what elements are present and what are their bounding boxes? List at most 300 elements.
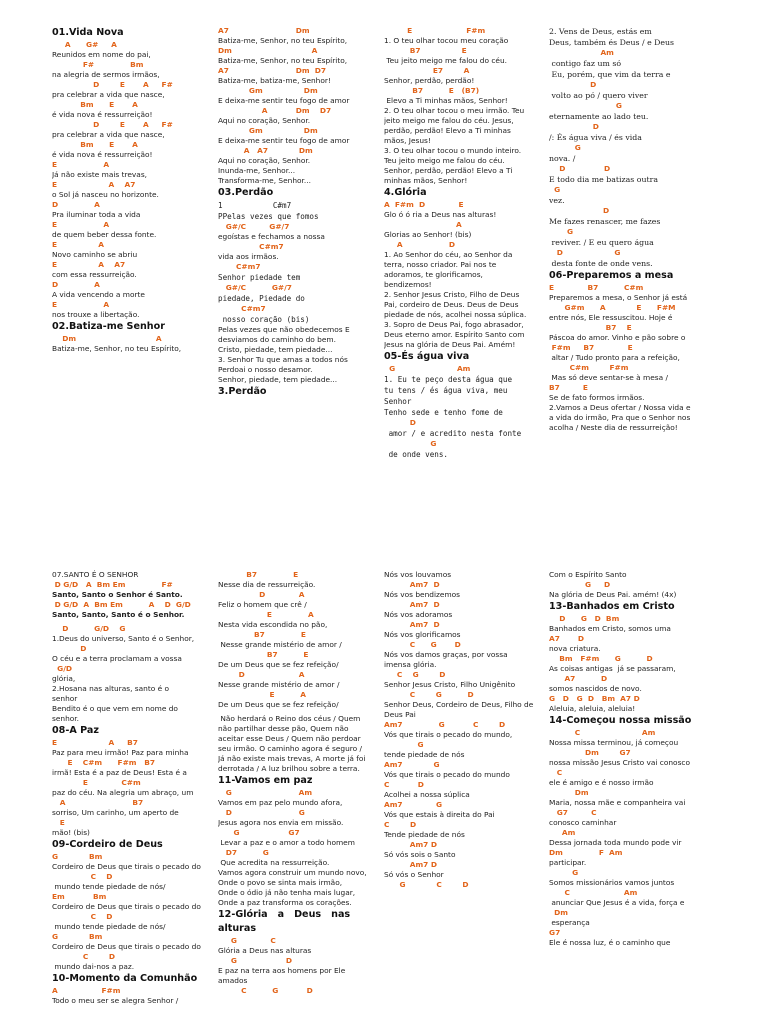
chord-line: D	[549, 206, 610, 215]
chord-line: D A	[52, 200, 100, 209]
lyric-line: Se de fato formos irmãos.	[549, 393, 645, 402]
chord-line: G D	[218, 956, 292, 965]
lyric-line: Que acredita na ressurreição.	[218, 858, 330, 867]
chord-line: D G	[218, 808, 305, 817]
lyric-line: vez.	[549, 196, 565, 205]
chord-line: Dm G7	[549, 748, 631, 757]
song-title: 4.Glória	[384, 187, 427, 198]
chord-line: C#m7	[218, 262, 261, 271]
lyric-line: De um Deus que se fez refeição/	[218, 660, 339, 669]
chord-line: A B7	[52, 798, 144, 807]
chord-line: E7 A	[384, 66, 470, 75]
chord-line: Dm F Am	[549, 848, 623, 857]
song-title: 03.Perdão	[218, 187, 274, 198]
lyric-line: nossa missão Jesus Cristo vai conosco	[549, 758, 691, 767]
lyric-line: adoramos, te glorificamos,	[384, 270, 483, 279]
lyric-line: não partilhar desse pão, Quem não	[218, 724, 349, 733]
chord-line: E A	[52, 300, 110, 309]
lyric-line: Acolhei a nossa súplica	[384, 790, 470, 799]
chord-line: D	[384, 418, 416, 427]
lyric-line: 1. Ao Senhor do céu, ao Senhor da	[384, 250, 513, 259]
lyric-line: vida aos irmãos.	[218, 252, 279, 261]
chord-line: D	[52, 644, 87, 653]
chord-line: E A	[52, 220, 110, 229]
lyric-line: senhor.	[52, 714, 79, 723]
chord-line: G#m A E F#M	[549, 303, 676, 312]
lyric-line: Senhor Jesus Cristo, Filho Unigênito	[384, 680, 516, 689]
song-title: 05-És água viva	[384, 351, 470, 362]
lyric-line: Nós vos bendizemos	[384, 590, 461, 599]
chord-line: D G/D A Bm Em A D G/D	[52, 600, 191, 609]
lyric-line: PPelas vezes que fomos	[218, 212, 319, 221]
lyric-line: Santo, Santo, Santo é o Senhor.	[52, 610, 185, 619]
lyric-line: Teu jeito meigo me falou do céu.	[384, 56, 508, 65]
lyric-line: Nesse grande mistério de amor /	[218, 680, 340, 689]
chord-line: G#/C G#/7	[218, 283, 292, 292]
chord-line: C D	[384, 780, 424, 789]
lyric-line: desviamos do caminho do bem.	[218, 335, 336, 344]
lyric-line: acolha / Neste dia de ressurreição!	[549, 423, 678, 432]
lyric-line: aceitar esse Deus / Quem não perdoar	[218, 734, 361, 743]
lyric-line: Jesus na glória de Deus Pai. Amém!	[384, 340, 516, 349]
chord-line: E	[52, 818, 65, 827]
chord-line: D G	[549, 248, 621, 257]
lyric-line: E deixa-me sentir teu fogo de amor	[218, 96, 350, 105]
chord-line: G	[549, 227, 574, 236]
top-column-2	[218, 26, 376, 512]
chord-line: Am7 D	[384, 600, 440, 609]
chord-line: B7 E	[384, 46, 467, 55]
chord-line: A7 D	[549, 674, 608, 683]
lyric-line: Batiza-me, Senhor, no teu Espírito,	[52, 344, 182, 353]
lyric-line: Deus eterno amor. Espírito Santo com	[384, 330, 525, 339]
song-title: 3.Perdão	[218, 386, 267, 397]
lyric-line: E deixa-me sentir teu fogo de amor	[218, 136, 350, 145]
chord-line: A Dm D7	[218, 106, 332, 115]
lyric-line: amor / e acredito nesta fonte	[384, 429, 522, 438]
lyric-line: Deus Pai	[384, 710, 416, 719]
chord-line: F# Bm	[52, 60, 144, 69]
chord-line: A7 D	[549, 634, 585, 643]
lyric-line: derrotada / A luz brilhou sobre a terra.	[218, 764, 360, 773]
lyric-line: 2.Vamos a Deus ofertar / Nossa vida e	[549, 403, 691, 412]
chord-line: G G7	[218, 828, 300, 837]
chord-line: C Am	[549, 888, 638, 897]
lyric-line: 3. O teu olhar tocou o mundo inteiro.	[384, 146, 522, 155]
chord-line: D A	[218, 590, 305, 599]
lyric-line: 2.Hosana nas alturas, santo é o	[52, 684, 170, 693]
chord-line: G Am	[384, 364, 471, 373]
lyric-line: Aleluia, aleluia, aleluia!	[549, 704, 636, 713]
chord-line: G	[384, 439, 437, 448]
lyric-line: pra celebrar a vida que nasce,	[52, 90, 165, 99]
lyric-line: Teu jeito meigo me falou do céu.	[384, 156, 505, 165]
chord-line: Dm	[549, 908, 568, 917]
lyric-line: Banhados em Cristo, somos uma	[549, 624, 671, 633]
chord-line: G	[549, 868, 579, 877]
lyric-line: Preparemos a mesa, o Senhor já está	[549, 293, 688, 302]
chord-line: G D	[549, 580, 611, 589]
lyric-line: Cordeiro de Deus que tirais o pecado do	[52, 942, 201, 951]
song-title: 08-A Paz	[52, 725, 99, 736]
lyric-line: Batiza-me, batiza-me, Senhor!	[218, 76, 331, 85]
bottom-column-3	[384, 570, 544, 1024]
lyric-line: volto ao pó / quero viver	[549, 91, 648, 100]
chord-line: D G D Bm	[549, 614, 620, 623]
chord-line: Am7 D	[384, 620, 440, 629]
lyric-line: 1 C#m7	[218, 201, 292, 210]
chord-line: E C#m F#m B7	[52, 758, 155, 767]
lyric-line: E todo dia me batizas outra	[549, 175, 658, 184]
chord-line: E A	[218, 690, 306, 699]
lyric-line: altar / Tudo pronto para a refeição,	[549, 353, 680, 362]
lyric-line: com essa ressurreição.	[52, 270, 137, 279]
chord-line: B7 E	[218, 630, 306, 639]
lyric-line: na alegria de sermos irmãos,	[52, 70, 160, 79]
lyric-line: 07.SANTO É O SENHOR	[52, 570, 139, 579]
chord-line: G C	[218, 936, 276, 945]
lyric-line: Vós que estais à direita do Pai	[384, 810, 495, 819]
chord-line: G7	[549, 928, 561, 937]
chord-line: G C D	[384, 880, 469, 889]
chord-line: Bm E A	[52, 140, 138, 149]
lyric-line: mundo dai-nos a paz.	[52, 962, 135, 971]
lyric-line: As coisas antigas já se passaram,	[549, 664, 676, 673]
lyric-line: nosso coração (bis)	[218, 315, 310, 324]
chord-line: C#m F#m	[549, 363, 629, 372]
chord-line: B7 E	[218, 570, 299, 579]
lyric-line: Senhor, piedade, tem piedade...	[218, 375, 338, 384]
lyric-line: Aqui no coração, Senhor.	[218, 116, 311, 125]
chord-line: D G/D A Bm Em F#	[52, 580, 173, 589]
chord-line: A	[384, 220, 462, 229]
chord-line: Am	[549, 48, 614, 57]
lyric-line: Novo caminho se abriu	[52, 250, 138, 259]
lyric-line: mão! (bis)	[52, 828, 90, 837]
chord-line: E A A7	[52, 260, 126, 269]
lyric-line: 2. O teu olhar tocou o meu irmão. Teu	[384, 106, 525, 115]
chord-line: C G D	[384, 690, 474, 699]
chord-line: C Am	[549, 728, 656, 737]
lyric-line: Senhor	[384, 397, 412, 406]
chord-line: A F#m D E	[384, 200, 464, 209]
lyric-line: Batiza-me, Senhor, no teu Espírito,	[218, 56, 348, 65]
lyric-line: nova criatura.	[549, 644, 601, 653]
lyric-line: Vós que tirais o pecado do mundo	[384, 770, 510, 779]
lyric-line: Nós vos adoramos	[384, 610, 453, 619]
chord-line: C D	[52, 872, 113, 881]
lyric-line: contigo faz um só	[549, 59, 622, 68]
chord-line: C	[549, 768, 563, 777]
chord-line: A A7 Dm	[218, 146, 313, 155]
chord-line: Gm Dm	[218, 126, 318, 135]
lyric-line: terra, nosso criador. Pai nos te	[384, 260, 497, 269]
lyric-line: Paz para meu irmão! Paz para minha	[52, 748, 189, 757]
chord-line: Am7 G	[384, 760, 440, 769]
chord-line: G	[549, 101, 622, 110]
lyric-line: anunciar Que Jesus é a vida, força e	[549, 898, 685, 907]
lyric-line: a vida do irmão, Pra que o Senhor nos	[549, 413, 691, 422]
lyric-line: imensa glória.	[384, 660, 437, 669]
lyric-line: Senhor Deus, Cordeiro de Deus, Filho de	[384, 700, 534, 709]
lyric-line: Aqui no coração, Senhor.	[218, 156, 311, 165]
chord-line: G	[384, 740, 424, 749]
song-title: alturas	[218, 923, 257, 934]
lyric-line: Nesse dia de ressurreição.	[218, 580, 316, 589]
lyric-line: esperança	[549, 918, 590, 927]
lyric-line: bendizemos!	[384, 280, 432, 289]
lyric-line: Vamos agora construir um mundo novo,	[218, 868, 367, 877]
lyric-line: 3. Sopro de Deus Pai, fogo abrasador,	[384, 320, 524, 329]
lyric-line: Senhor piedade tem	[218, 273, 301, 282]
chord-line: D A	[218, 670, 305, 679]
lyric-line: Já não existe mais trevas, A morte já foi	[218, 754, 366, 763]
song-title: 01.Vida Nova	[52, 27, 124, 38]
chord-line: A7 Dm	[218, 26, 310, 35]
lyric-line: paz do céu. Na alegria um abraço, um	[52, 788, 194, 797]
lyric-line: Deus, também és Deus / e Deus	[549, 38, 675, 47]
chord-line: A G# A	[52, 40, 117, 49]
lyric-line: Tende piedade de nós	[384, 830, 465, 839]
lyric-line: Cordeiro de Deus que tirais o pecado do	[52, 902, 201, 911]
lyric-line: Nós vos damos graças, por vossa	[384, 650, 508, 659]
chord-line: C#m7	[218, 304, 266, 313]
lyric-line: A vida vencendo a morte	[52, 290, 145, 299]
lyric-line: 3. Senhor Tu que amas a todos nós	[218, 355, 348, 364]
chord-line: Gm Dm	[218, 86, 318, 95]
song-title: 02.Batiza-me Senhor	[52, 321, 165, 332]
lyric-line: Pra iluminar toda a vida	[52, 210, 141, 219]
top-column-4	[549, 26, 719, 512]
lyric-line: 1.Deus do universo, Santo é o Senhor,	[52, 634, 195, 643]
chord-line: Dm	[549, 788, 589, 797]
lyric-line: piedade de nós, acolhei nossa súplica.	[384, 310, 527, 319]
lyric-line: Santo, Santo o Senhor é Santo.	[52, 590, 183, 599]
song-title: 06-Preparemos a mesa	[549, 270, 674, 281]
chord-line: A F#m	[52, 986, 121, 995]
lyric-line: Só vós o Senhor	[384, 870, 444, 879]
lyric-line: nos trouxe a libertação.	[52, 310, 140, 319]
lyric-line: glória,	[52, 674, 76, 683]
top-column-1	[52, 26, 210, 512]
chord-line: E C#m	[52, 778, 141, 787]
chord-line: G	[549, 185, 561, 194]
chord-line: Am7 D	[384, 860, 438, 869]
chord-line: E A B7	[52, 738, 138, 747]
chord-line: Am7 G	[384, 800, 443, 809]
chord-line: F#m B7 E	[549, 343, 633, 352]
song-title: 13-Banhados em Cristo	[549, 601, 675, 612]
chord-line: E B7 C#m	[549, 283, 644, 292]
chord-line: A D	[384, 240, 456, 249]
lyric-line: Senhor, perdão, perdão! Elevo a Ti	[384, 166, 513, 175]
lyric-line: mundo tende piedade de nós/	[52, 882, 166, 891]
chord-line: G/D	[52, 664, 73, 673]
chord-line: G	[549, 143, 581, 152]
lyric-line: entre nós, Ele ressuscitou. Hoje é	[549, 313, 673, 322]
lyric-line: Nossa missa terminou, já começou	[549, 738, 679, 747]
lyric-line: Inunda-me, Senhor...	[218, 166, 296, 175]
lyric-line: nova. /	[549, 154, 576, 163]
lyric-line: Bendito é o que vem em nome do	[52, 704, 178, 713]
chord-line: D A	[52, 280, 100, 289]
chord-line: B7 E	[549, 323, 632, 332]
lyric-line: Maria, nossa mãe e companheira vai	[549, 798, 686, 807]
lyric-line: O céu e a terra proclamam a vossa	[52, 654, 182, 663]
chord-line: D D	[549, 164, 611, 173]
lyric-line: sorriso, Um carinho, um aperto de	[52, 808, 179, 817]
chord-line: C G D	[218, 986, 313, 995]
lyric-line: Glorias ao Senhor! (bis)	[384, 230, 472, 239]
lyric-line: Nesse grande mistério de amor /	[218, 640, 342, 649]
lyric-line: participar.	[549, 858, 587, 867]
lyric-line: Somos missionários vamos juntos	[549, 878, 675, 887]
lyric-line: Glo ó ó ria a Deus nas alturas!	[384, 210, 497, 219]
lyric-line: Tenho sede e tenho fome de	[384, 408, 503, 417]
chord-line: Am7 G C D	[384, 720, 506, 729]
bottom-column-2	[218, 570, 376, 1024]
bottom-column-4	[549, 570, 719, 1024]
lyric-line: Na glória de Deus Pai. amém! (4x)	[549, 590, 677, 599]
lyric-line: tu tens / és água viva, meu	[384, 386, 508, 395]
lyric-line: Reunidos em nome do pai,	[52, 50, 151, 59]
chord-line: D E A F#	[52, 80, 173, 89]
chord-line: Em Bm	[52, 892, 107, 901]
lyric-line: Ele é nossa luz, é o caminho que	[549, 938, 671, 947]
chord-line: E A	[52, 160, 110, 169]
lyric-line: Com o Espírito Santo	[549, 570, 627, 579]
lyric-line: Senhor, perdão, perdão!	[384, 76, 475, 85]
lyric-line: Já não existe mais trevas,	[52, 170, 148, 179]
lyric-line: Feliz o homem que crê /	[218, 600, 307, 609]
lyric-line: Transforma-me, Senhor...	[218, 176, 311, 185]
chord-line: E A A7	[52, 180, 136, 189]
lyric-line: seu irmão. O caminho agora é seguro /	[218, 744, 363, 753]
chord-line: G#/C G#/7	[218, 222, 290, 231]
lyric-line: Jesus agora nos envia em missão.	[218, 818, 344, 827]
lyric-line: E paz na terra aos homens por Ele	[218, 966, 346, 975]
chord-line: D7 G	[218, 848, 269, 857]
lyric-line: 2. Vens de Deus, estás em	[549, 27, 652, 36]
chord-line: Am7 D	[384, 580, 440, 589]
chord-line: G D G D Bm A7 D	[549, 694, 640, 703]
chord-line: G Bm	[52, 932, 103, 941]
lyric-line: Nós vos glorificamos	[384, 630, 461, 639]
lyric-line: piedade, Piedade do	[218, 294, 305, 303]
lyric-line: Não herdará o Reino dos céus / Quem	[218, 714, 361, 723]
lyric-line: 1. O teu olhar tocou meu coração	[384, 36, 509, 45]
lyric-line: jeito meigo me falou do céu. Jesus,	[384, 116, 514, 125]
lyric-line: Perdoai o nosso desamor.	[218, 365, 313, 374]
chord-line: Bm E A	[52, 100, 138, 109]
lyric-line: Eu, porém, que vim da terra e	[549, 70, 671, 79]
lyric-line: mundo tende piedade de nós/	[52, 922, 166, 931]
lyric-line: Nós vos louvamos	[384, 570, 452, 579]
top-column-3	[384, 26, 544, 512]
lyric-line: Onde o ódio já não tenha mais lugar,	[218, 888, 356, 897]
chord-line: C D	[384, 820, 417, 829]
chord-line: C D	[52, 952, 116, 961]
lyric-line: Páscoa do amor. Vinho e pão sobre o	[549, 333, 686, 342]
lyric-line: egoístas e fechamos a nossa	[218, 232, 325, 241]
chord-line: Dm A	[218, 46, 318, 55]
chord-line: D	[549, 122, 599, 131]
chord-line: E A	[218, 610, 314, 619]
chord-line: C G D	[384, 640, 461, 649]
lyric-line: eternamente ao lado teu.	[549, 112, 649, 121]
lyric-line: pra celebrar a vida que nasce,	[52, 130, 165, 139]
lyric-line: /: És água viva / és vida	[549, 133, 642, 142]
chord-line: E F#m	[384, 26, 486, 35]
lyric-line: amados	[218, 976, 248, 985]
lyric-line: reviver. / E eu quero água	[549, 238, 654, 247]
lyric-line: Todo o meu ser se alegra Senhor /	[52, 996, 179, 1005]
lyric-line: Nesta vida escondida no pão,	[218, 620, 328, 629]
song-title: 09-Cordeiro de Deus	[52, 839, 163, 850]
chord-line: C#m7	[218, 242, 284, 251]
lyric-line: Pai, cordeiro de Deus. Deus de Deus	[384, 300, 519, 309]
chord-line: B7 E	[549, 383, 588, 392]
chord-line: G Bm	[52, 852, 103, 861]
lyric-line: Dessa jornada toda mundo pode vir	[549, 838, 682, 847]
lyric-line: minhas mãos, Senhor!	[384, 176, 468, 185]
chord-line: E A	[52, 240, 104, 249]
lyric-line: 2. Senhor Jesus Cristo, Filho de Deus	[384, 290, 520, 299]
chord-line: G Am	[218, 788, 313, 797]
lyric-line: o Sol já nasceu no horizonte.	[52, 190, 159, 199]
song-title: 12-Glória a Deus nas	[218, 909, 351, 920]
lyric-line: irmã! Esta é a paz de Deus! Esta é a	[52, 768, 187, 777]
lyric-line: é vida nova é ressurreição!	[52, 110, 153, 119]
lyric-line: Mas só deve sentar-se à mesa /	[549, 373, 669, 382]
chord-line: C G D	[384, 670, 446, 679]
chord-line: B7 E (B7)	[384, 86, 480, 95]
lyric-line: Cristo, piedade, tem piedade...	[218, 345, 333, 354]
lyric-line: é vida nova é ressurreição!	[52, 150, 153, 159]
lyric-line: Batiza-me, Senhor, no teu Espírito,	[218, 36, 348, 45]
chord-line: Am	[549, 828, 576, 837]
chord-line: D E A F#	[52, 120, 173, 129]
lyric-line: Onde a paz transforma os corações.	[218, 898, 352, 907]
lyric-line: Vós que tirais o pecado do mundo,	[384, 730, 513, 739]
lyric-line: Me fazes renascer, me fazes	[549, 217, 661, 226]
lyric-line: Só vós sois o Santo	[384, 850, 456, 859]
lyric-line: Levar a paz e o amor a todo homem	[218, 838, 355, 847]
lyric-line: somos nascidos de novo.	[549, 684, 642, 693]
song-title: 11-Vamos em paz	[218, 775, 313, 786]
lyric-line: tende piedade de nós	[384, 750, 465, 759]
lyric-line: De um Deus que se fez refeição/	[218, 700, 339, 709]
chord-line: B7 E	[218, 650, 309, 659]
lyric-line: desta fonte de onde vens.	[549, 259, 653, 268]
chord-line: Am7 D	[384, 840, 438, 849]
chord-line: D	[549, 80, 597, 89]
bottom-column-1	[52, 570, 210, 1024]
lyric-line: de quem beber dessa fonte.	[52, 230, 157, 239]
chord-line: D G/D G	[52, 624, 126, 633]
song-title: 10-Momento da Comunhão	[52, 973, 198, 984]
lyric-line: Glória a Deus nas alturas	[218, 946, 312, 955]
lyric-line: 1. Eu te peço desta água que	[384, 375, 513, 384]
song-title: 14-Começou nossa missão	[549, 715, 692, 726]
lyric-line: conosco caminhar	[549, 818, 617, 827]
lyric-line: Vamos em paz pelo mundo afora,	[218, 798, 343, 807]
lyric-line: Elevo a Ti minhas mãos, Senhor!	[384, 96, 508, 105]
lyric-line: de onde vens.	[384, 450, 449, 459]
lyric-line: mãos, Jesus!	[384, 136, 431, 145]
chord-line: Bm F#m G D	[549, 654, 653, 663]
lyric-line: Pelas vezes que não obedecemos E	[218, 325, 350, 334]
